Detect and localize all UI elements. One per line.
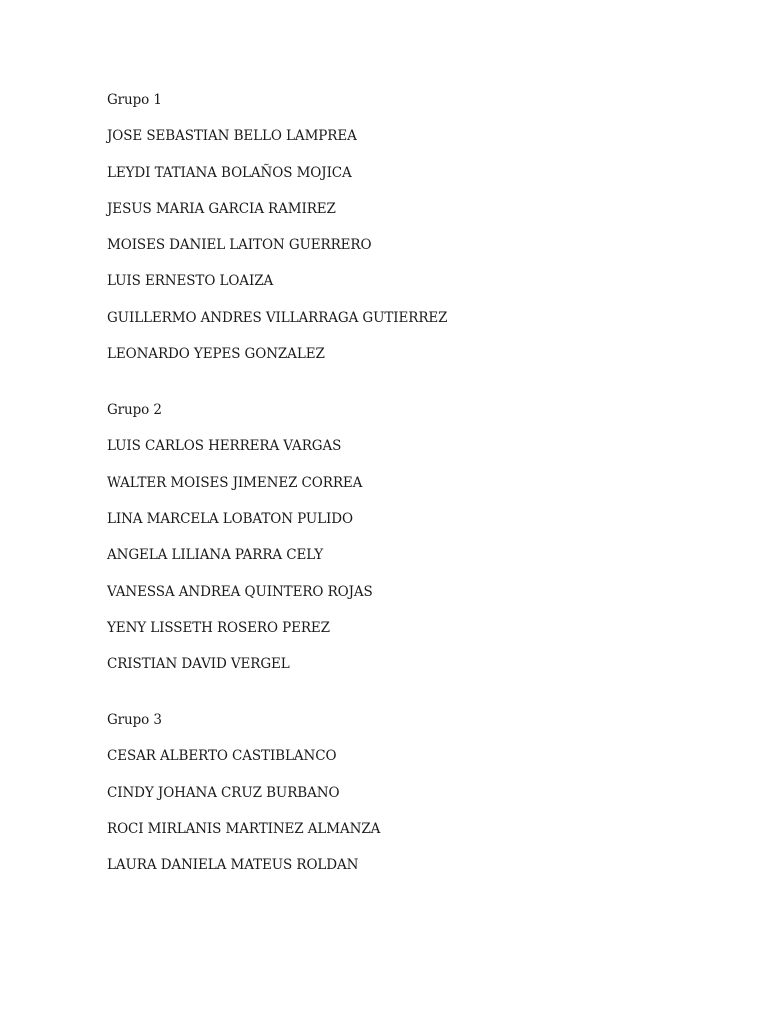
group-1 bbox=[107, 91, 727, 363]
member-name: CRISTIAN DAVID VERGEL bbox=[107, 656, 290, 673]
member-name: YENY LISSETH ROSERO PEREZ bbox=[107, 619, 330, 636]
member-name: LEONARDO YEPES GONZALEZ bbox=[107, 346, 325, 363]
member-name: LAURA DANIELA MATEUS ROLDAN bbox=[107, 857, 359, 874]
document-page bbox=[107, 91, 727, 912]
member-name: LUIS CARLOS HERRERA VARGAS bbox=[107, 438, 342, 455]
member-name: VANESSA ANDREA QUINTERO ROJAS bbox=[107, 583, 373, 600]
group-3 bbox=[107, 711, 727, 874]
member-name: GUILLERMO ANDRES VILLARRAGA GUTIERREZ bbox=[107, 309, 448, 326]
member-name: MOISES DANIEL LAITON GUERRERO bbox=[107, 237, 372, 254]
member-name: WALTER MOISES JIMENEZ CORREA bbox=[107, 474, 363, 491]
group-title: Grupo 2 bbox=[107, 402, 162, 419]
member-name: ROCI MIRLANIS MARTINEZ ALMANZA bbox=[107, 821, 381, 838]
group-title: Grupo 3 bbox=[107, 712, 162, 729]
member-name: ANGELA LILIANA PARRA CELY bbox=[107, 547, 324, 564]
group-title: Grupo 1 bbox=[107, 92, 162, 108]
member-name: LUIS ERNESTO LOAIZA bbox=[107, 273, 274, 290]
member-name: JESUS MARIA GARCIA RAMIREZ bbox=[107, 200, 336, 217]
member-name: JOSE SEBASTIAN BELLO LAMPREA bbox=[107, 128, 357, 145]
member-name: CESAR ALBERTO CASTIBLANCO bbox=[107, 748, 337, 765]
member-name: LINA MARCELA LOBATON PULIDO bbox=[107, 510, 353, 527]
member-name: CINDY JOHANA CRUZ BURBANO bbox=[107, 784, 340, 801]
group-2 bbox=[107, 401, 727, 673]
member-name: LEYDI TATIANA BOLAÑOS MOJICA bbox=[107, 164, 352, 181]
